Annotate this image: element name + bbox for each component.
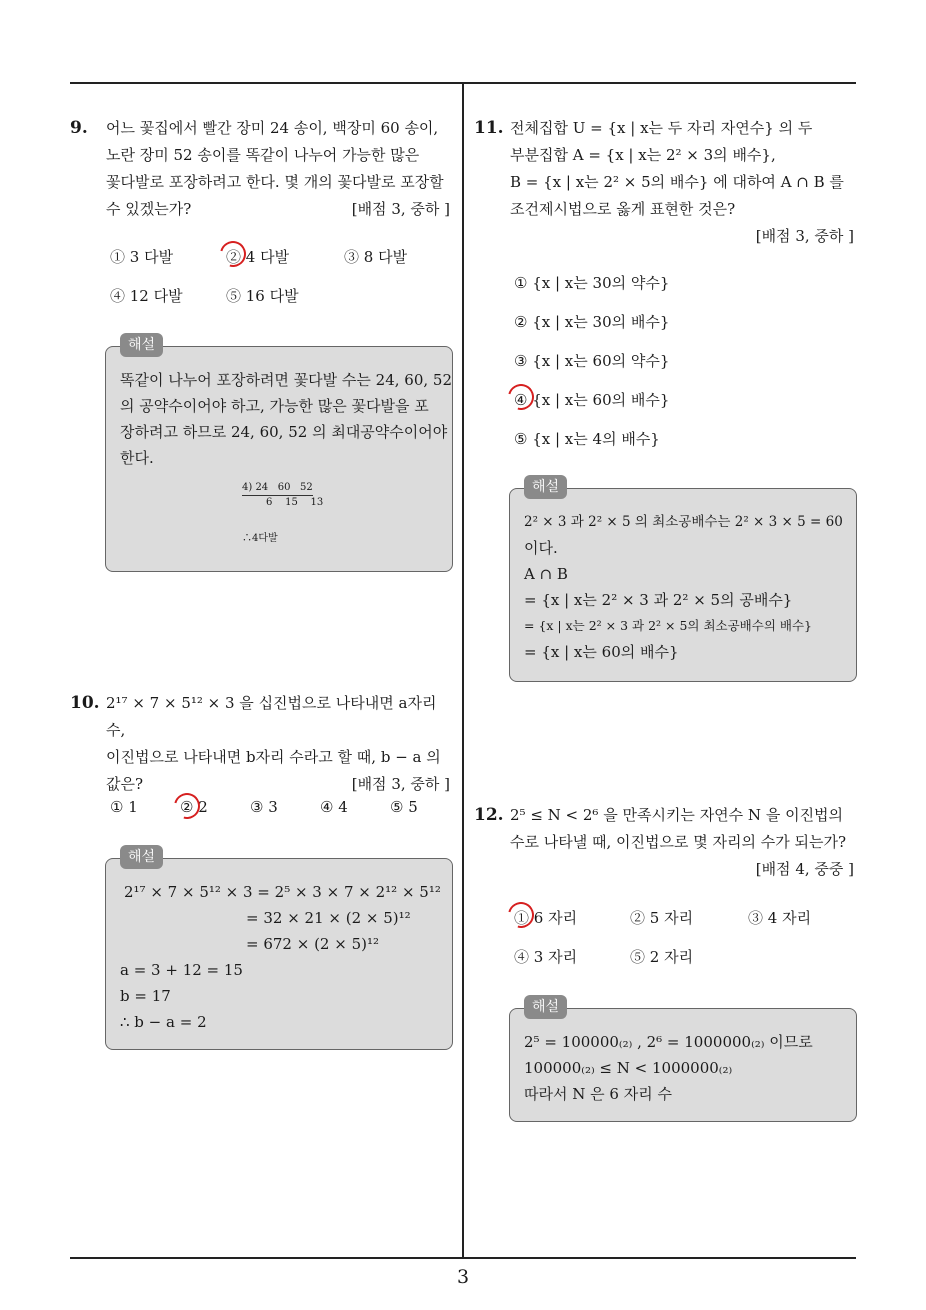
question-line: 노란 장미 52 송이를 똑같이 나누어 가능한 많은 (106, 146, 420, 164)
score-meta: [배점 4, 중중 ] (755, 860, 854, 878)
option-5[interactable]: ⑤ 5 (390, 798, 418, 816)
solution-line: a = 3 + 12 = 15 (120, 961, 243, 979)
question-text (510, 115, 854, 250)
solution-line: 2² × 3 과 2² × 5 의 최소공배수는 2² × 3 × 5 = 60 (524, 514, 843, 530)
solution-line: 2⁵ = 100000₍₂₎ , 2⁶ = 1000000₍₂₎ 이므로 (524, 1033, 813, 1051)
solution-box (105, 849, 453, 1050)
solution-line: = {x | x는 2² × 3 과 2² × 5의 최소공배수의 배수} (524, 618, 812, 633)
question-line: 수 있겠는가? (106, 200, 192, 218)
option-2[interactable]: ② {x | x는 30의 배수} (514, 313, 670, 331)
option-3[interactable]: ③ {x | x는 60의 약수} (514, 352, 670, 370)
answer-circle-mark (503, 897, 539, 933)
option-4-selected[interactable] (514, 389, 669, 410)
page-number: 3 (456, 1266, 470, 1288)
question-line: 2⁵ ≤ N < 2⁶ 을 만족시키는 자연수 N 을 이진법의 (510, 806, 844, 824)
option-4[interactable]: ④ 4 (320, 798, 348, 816)
division-row: 6 15 13 (266, 497, 324, 508)
column-divider (462, 82, 464, 1258)
option-1[interactable]: ① {x | x는 30의 약수} (514, 274, 670, 292)
question-number: 12. (474, 805, 504, 825)
division-row: 4) 24 60 52 (242, 481, 313, 496)
solution-label: 해설 (524, 475, 567, 499)
option-1[interactable]: ① 3 다발 (110, 248, 174, 266)
question-number: 10. (70, 693, 100, 713)
solution-label: 해설 (524, 995, 567, 1019)
question-line: 어느 꽃집에서 빨간 장미 24 송이, 백장미 60 송이, (106, 119, 439, 137)
question-text (106, 690, 450, 798)
solution-box (509, 999, 857, 1122)
question-12 (474, 802, 854, 883)
solution-line: 장하려고 하므로 24, 60, 52 의 최대공약수이어야 (120, 423, 448, 441)
solution-box (509, 479, 857, 682)
option-5[interactable]: ⑤ 16 다발 (226, 287, 299, 305)
question-number: 11. (474, 118, 504, 138)
question-line: 수로 나타낼 때, 이진법으로 몇 자리의 수가 되는가? (510, 833, 846, 851)
solution-line: 따라서 N 은 6 자리 수 (524, 1085, 672, 1103)
solution-line: 이다. (524, 539, 558, 557)
option-2[interactable]: ② 5 자리 (630, 909, 694, 927)
question-11 (474, 115, 854, 250)
question-line: B = {x | x는 2² × 5의 배수} 에 대하여 A ∩ B 를 (510, 173, 844, 191)
option-label: ② 2 (180, 798, 208, 816)
solution-line: 2¹⁷ × 7 × 5¹² × 3 = 2⁵ × 3 × 7 × 2¹² × 5¹² (124, 883, 441, 901)
question-line: 이진법으로 나타내면 b자리 수라고 할 때, b − a 의 (106, 748, 441, 766)
question-line: 꽃다발로 포장하려고 한다. 몇 개의 꽃다발로 포장할 (106, 173, 444, 191)
solution-line: 의 공약수이어야 하고, 가능한 많은 꽃다발을 포 (120, 397, 429, 415)
option-4[interactable]: ④ 12 다발 (110, 287, 183, 305)
question-9 (70, 115, 450, 223)
option-1[interactable]: ① 1 (110, 798, 138, 816)
option-label: ② 4 다발 (226, 248, 290, 266)
score-meta: [배점 3, 중하 ] (351, 200, 450, 218)
question-line: 조건제시법으로 옳게 표현한 것은? (510, 200, 736, 218)
solution-box (105, 337, 453, 572)
solution-line: = 32 × 21 × (2 × 5)¹² (246, 909, 411, 927)
solution-line: = {x | x는 2² × 3 과 2² × 5의 공배수} (524, 591, 793, 609)
division-conclusion: ∴4다발 (242, 533, 278, 544)
solution-line: = {x | x는 60의 배수} (524, 643, 679, 661)
answer-circle-mark (503, 379, 539, 415)
solution-line: 한다. (120, 449, 154, 467)
solution-line: A ∩ B (524, 565, 568, 583)
option-5[interactable]: ⑤ 2 자리 (630, 948, 694, 966)
solution-line: 똑같이 나누어 포장하려면 꽃다발 수는 24, 60, 52 (120, 371, 453, 389)
solution-line: b = 17 (120, 987, 171, 1005)
question-10 (70, 690, 450, 798)
solution-line: 100000₍₂₎ ≤ N < 1000000₍₂₎ (524, 1059, 733, 1077)
question-line: 부분집합 A = {x | x는 2² × 3의 배수}, (510, 146, 776, 164)
option-5[interactable]: ⑤ {x | x는 4의 배수} (514, 430, 660, 448)
question-text (510, 802, 854, 883)
option-label: ④ {x | x는 60의 배수} (514, 391, 670, 409)
question-line: 값은? (106, 775, 144, 793)
score-meta: [배점 3, 중하 ] (351, 775, 450, 793)
option-1-selected[interactable] (514, 907, 577, 928)
solution-label: 해설 (120, 845, 163, 869)
option-3[interactable]: ③ 4 자리 (748, 909, 812, 927)
solution-line: = 672 × (2 × 5)¹² (246, 935, 379, 953)
option-label: ① 6 자리 (514, 909, 578, 927)
option-2-selected[interactable] (180, 798, 208, 816)
question-number: 9. (70, 118, 88, 138)
answer-circle-mark (215, 236, 251, 272)
option-3[interactable]: ③ 3 (250, 798, 278, 816)
option-2-selected[interactable] (226, 246, 289, 267)
solution-label: 해설 (120, 333, 163, 357)
division-ladder (242, 481, 438, 546)
option-3[interactable]: ③ 8 다발 (344, 248, 408, 266)
score-meta: [배점 3, 중하 ] (755, 227, 854, 245)
option-4[interactable]: ④ 3 자리 (514, 948, 578, 966)
question-line: 2¹⁷ × 7 × 5¹² × 3 을 십진법으로 나타내면 a자리 수, (106, 694, 437, 739)
solution-line: ∴ b − a = 2 (120, 1013, 207, 1031)
question-text (106, 115, 450, 223)
question-line: 전체집합 U = {x | x는 두 자리 자연수} 의 두 (510, 119, 813, 137)
bottom-rule (70, 1257, 856, 1259)
